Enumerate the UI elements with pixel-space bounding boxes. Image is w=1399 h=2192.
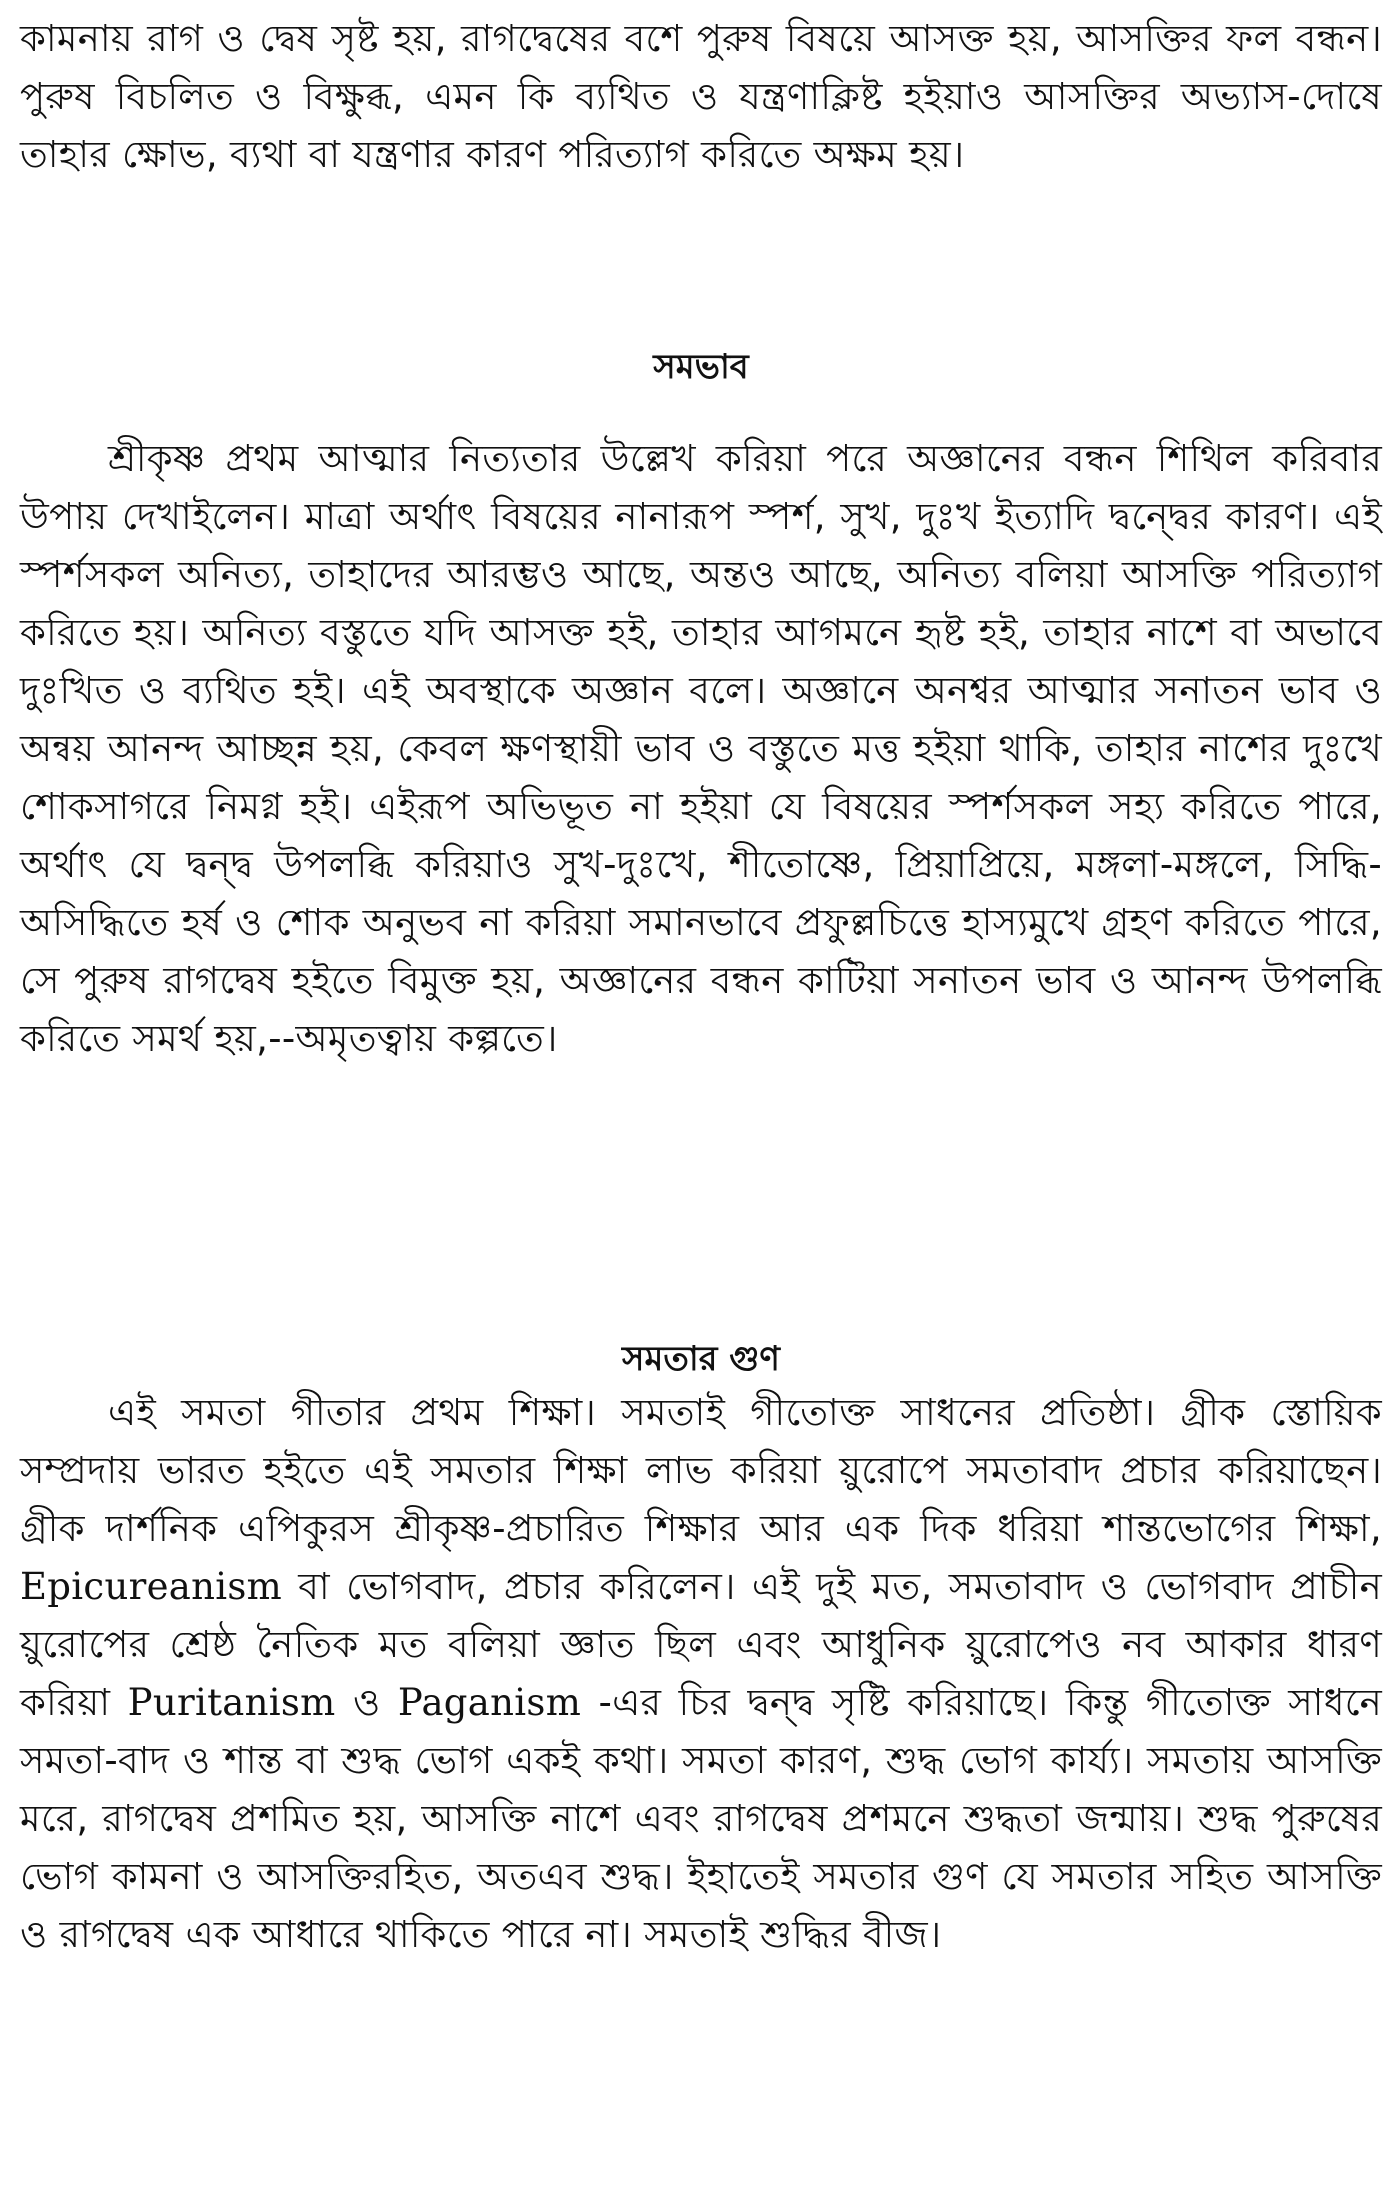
term-puritanism: Puritanism	[127, 1681, 336, 1724]
paragraph-text-segment: এই সমতা গীতার প্রথম শিক্ষা। সমতাই গীতোক্ত সাধনের প্রতিষ্ঠা। গ্রীক স্তোয়িক সম্প্রদায় ভারত হইতে এই সমতার শিক্ষা লাভ করিয়া য়ুরোপে সমতাবাদ প্রচার করিয়াছেন। গ্রীক দার্শনিক এপিকুরস শ্রীকৃষ্ণ-প্রচারিত শিক্ষার আর এক দিক ধরিয়া শান্তভোগের শিক্ষা,	[20, 1391, 1382, 1550]
section-heading-equanimity: সমভাব	[653, 347, 749, 387]
paragraph-text-segment: -এর চির দ্বন্দ্ব সৃষ্টি করিয়াছে। কিন্তু গীতোক্ত সাধনে সমতা-বাদ ও শান্ত বা শুদ্ধ ভোগ একই কথা। সমতা কারণ, শুদ্ধ ভোগ কার্য্য। সমতায় আসক্তি মরে, রাগদ্বেষ প্রশমিত হয়, আসক্তি নাশে এবং রাগদ্বেষ প্রশমনে শুদ্ধতা জন্মায়। শুদ্ধ পুরুষের ভোগ কামনা ও আসক্তিরহিত, অতএব শুদ্ধ। ইহাতেই সমতার গুণ যে সমতার সহিত আসক্তি ও রাগদ্বেষ এক আধারে থাকিতে পারে না। সমতাই শুদ্ধির বীজ।	[20, 1681, 1383, 1956]
document-page	[20, 0, 1382, 2192]
paragraph-equanimity: শ্রীকৃষ্ণ প্রথম আত্মার নিত্যতার উল্লেখ করিয়া পরে অজ্ঞানের বন্ধন শিথিল করিবার উপায় দেখাইলেন। মাত্রা অর্থাৎ বিষয়ের নানারূপ স্পর্শ, সুখ, দুঃখ ইত্যাদি দ্বন্দ্বের কারণ। এই স্পর্শসকল অনিত্য, তাহাদের আরম্ভও আছে, অন্তও আছে, অনিত্য বলিয়া আসক্তি পরিত্যাগ করিতে হয়। অনিত্য বস্তুতে যদি আসক্ত হই, তাহার আগমনে হৃষ্ট হই, তাহার নাশে বা অভাবে দুঃখিত ও ব্যথিত হই। এই অবস্থাকে অজ্ঞান বলে। অজ্ঞানে অনশ্বর আত্মার সনাতন ভাব ও অন্বয় আনন্দ আচ্ছন্ন হয়, কেবল ক্ষণস্থায়ী ভাব ও বস্তুতে মত্ত হইয়া থাকি, তাহার নাশের দুঃখে শোকসাগরে নিমগ্ন হই। এইরূপ অভিভূত না হইয়া যে বিষয়ের স্পর্শসকল সহ্য করিতে পারে, অর্থাৎ যে দ্বন্দ্ব উপলব্ধি করিয়াও সুখ-দুঃখে, শীতোষ্ণে, প্রিয়াপ্রিয়ে, মঙ্গলা-মঙ্গলে, সিদ্ধি-অসিদ্ধিতে হর্ষ ও শোক অনুভব না করিয়া সমানভাবে প্রফুল্লচিত্তে হাস্যমুখে গ্রহণ করিতে পারে, সে পুরুষ রাগদ্বেষ হইতে বিমুক্ত হয়, অজ্ঞানের বন্ধন কাটিয়া সনাতন ভাব ও আনন্দ উপলব্ধি করিতে সমর্থ হয়,--অমৃতত্বায় কল্পতে।	[20, 437, 1382, 1060]
term-paganism: Paganism	[397, 1681, 582, 1724]
paragraph-attachment-bondage: কামনায় রাগ ও দ্বেষ সৃষ্ট হয়, রাগদ্বেষের বশে পুরুষ বিষয়ে আসক্ত হয়, আসক্তির ফল বন্ধন। পুরুষ বিচলিত ও বিক্ষুব্ধ, এমন কি ব্যথিত ও যন্ত্রণাক্লিষ্ট হইয়াও আসক্তির অভ্যাস-দোষে তাহার ক্ষোভ, ব্যথা বা যন্ত্রণার কারণ পরিত্যাগ করিতে অক্ষম হয়।	[20, 17, 1382, 176]
paragraph-text-segment: ও	[335, 1681, 398, 1724]
paragraph-virtue-of-equality	[20, 1384, 1382, 1964]
section-heading-virtue-of-equality: সমতার গুণ	[622, 1339, 780, 1379]
term-epicureanism: Epicureanism	[20, 1565, 283, 1608]
paragraph-text-segment: বা ভোগবাদ, প্রচার করিলেন। এই দুই মত, সমতাবাদ ও ভোগবাদ প্রাচীন য়ুরোপের শ্রেষ্ঠ নৈতিক মত বলিয়া জ্ঞাত ছিল এবং আধুনিক য়ুরোপেও নব আকার ধারণ করিয়া	[20, 1565, 1382, 1724]
